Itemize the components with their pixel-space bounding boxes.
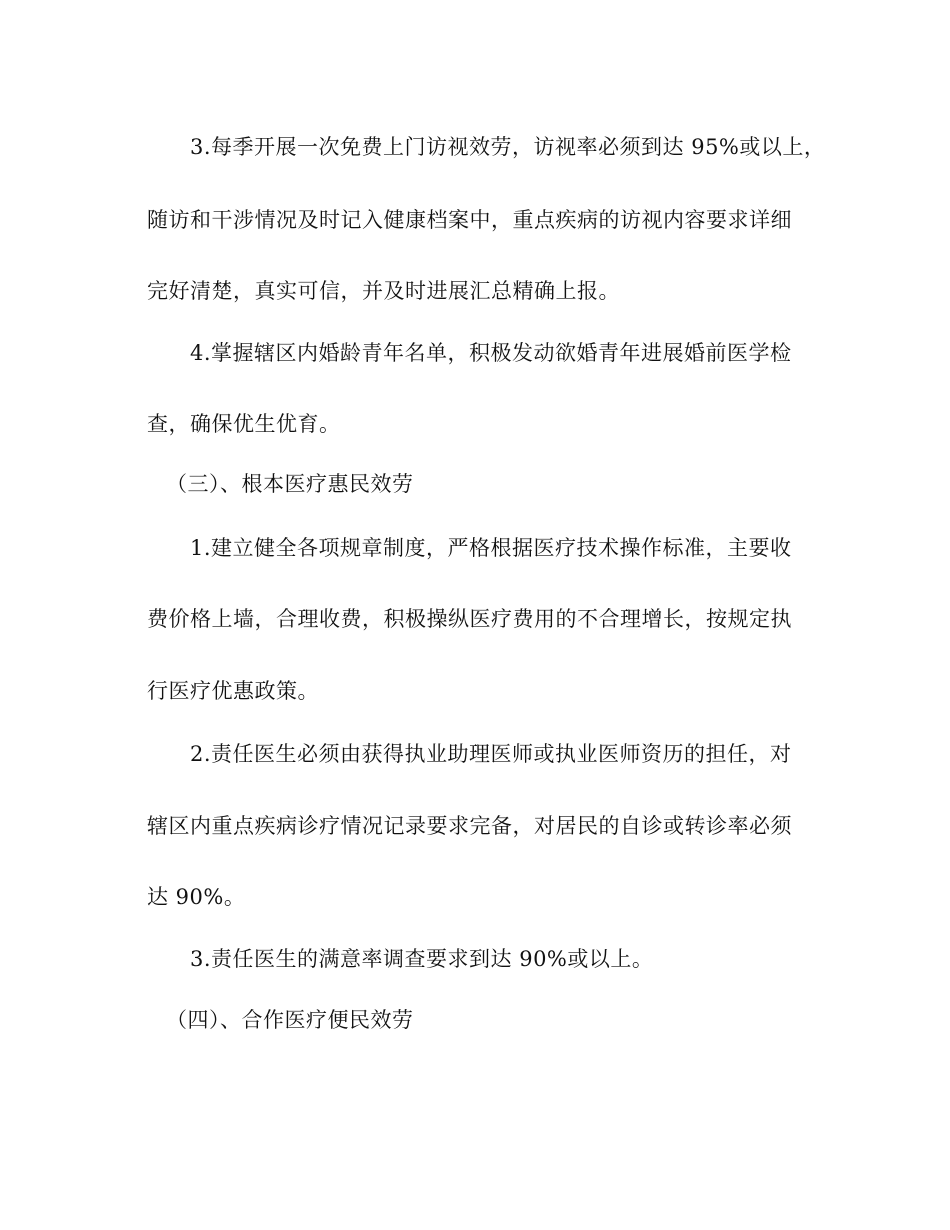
paragraph-line-12: 3.责任医生的满意率调查要求到达 90%或以上。 (190, 947, 654, 971)
paragraph-line-5: 查，确保优生优育。 (147, 412, 341, 436)
section-heading-3: （三）、根本医疗惠民效劳 (166, 472, 414, 496)
paragraph-line-7: 费价格上墙，合理收费，积极操纵医疗费用的不合理增长，按规定执 (147, 607, 792, 631)
paragraph-line-3: 完好清楚，真实可信，并及时进展汇总精确上报。 (147, 279, 620, 303)
paragraph-line-9: 2.责任医生必须由获得执业助理医师或执业医师资历的担任，对 (190, 742, 792, 766)
section-heading-4: （四）、合作医疗便民效劳 (166, 1008, 414, 1032)
paragraph-line-4: 4.掌握辖区内婚龄青年名单，积极发动欲婚青年进展婚前医学检 (190, 341, 792, 365)
paragraph-line-10: 辖区内重点疾病诊疗情况记录要求完备，对居民的自诊或转诊率必须 (147, 814, 792, 838)
paragraph-line-6: 1.建立健全各项规章制度，严格根据医疗技术操作标准，主要收 (190, 536, 792, 560)
paragraph-line-2: 随访和干涉情况及时记入健康档案中，重点疾病的访视内容要求详细 (147, 208, 792, 232)
paragraph-line-8: 行医疗优惠政策。 (147, 679, 319, 703)
paragraph-line-1: 3.每季开展一次免费上门访视效劳，访视率必须到达 95%或以上， (190, 135, 826, 159)
paragraph-line-11: 达 90%。 (147, 885, 246, 909)
